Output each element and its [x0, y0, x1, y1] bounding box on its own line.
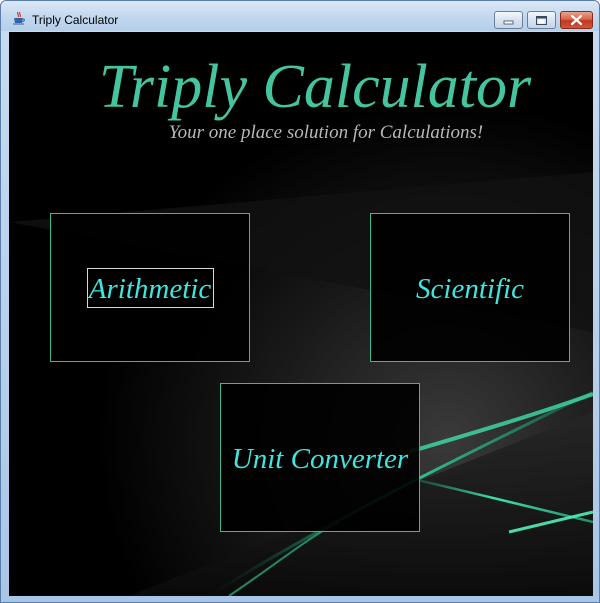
minimize-icon [495, 12, 522, 28]
window-titlebar[interactable] [1, 1, 599, 31]
app-title: Triply Calculator [98, 53, 532, 121]
minimize-button[interactable] [494, 11, 523, 29]
arithmetic-button[interactable] [50, 213, 250, 362]
unit-converter-label: Unit Converter [231, 443, 409, 475]
main-panel [9, 32, 593, 596]
app-subtitle: Your one place solution for Calculations! [168, 122, 484, 143]
arithmetic-label: Arithmetic [88, 273, 212, 305]
close-button[interactable] [560, 11, 593, 29]
unit-converter-button[interactable] [220, 383, 420, 532]
close-icon [561, 12, 592, 28]
scientific-label: Scientific [416, 273, 524, 305]
java-cup-icon [12, 11, 26, 25]
maximize-icon [528, 12, 555, 28]
maximize-button[interactable] [527, 11, 556, 29]
window-title: Triply Calculator [32, 13, 119, 27]
scientific-button[interactable] [370, 213, 570, 362]
